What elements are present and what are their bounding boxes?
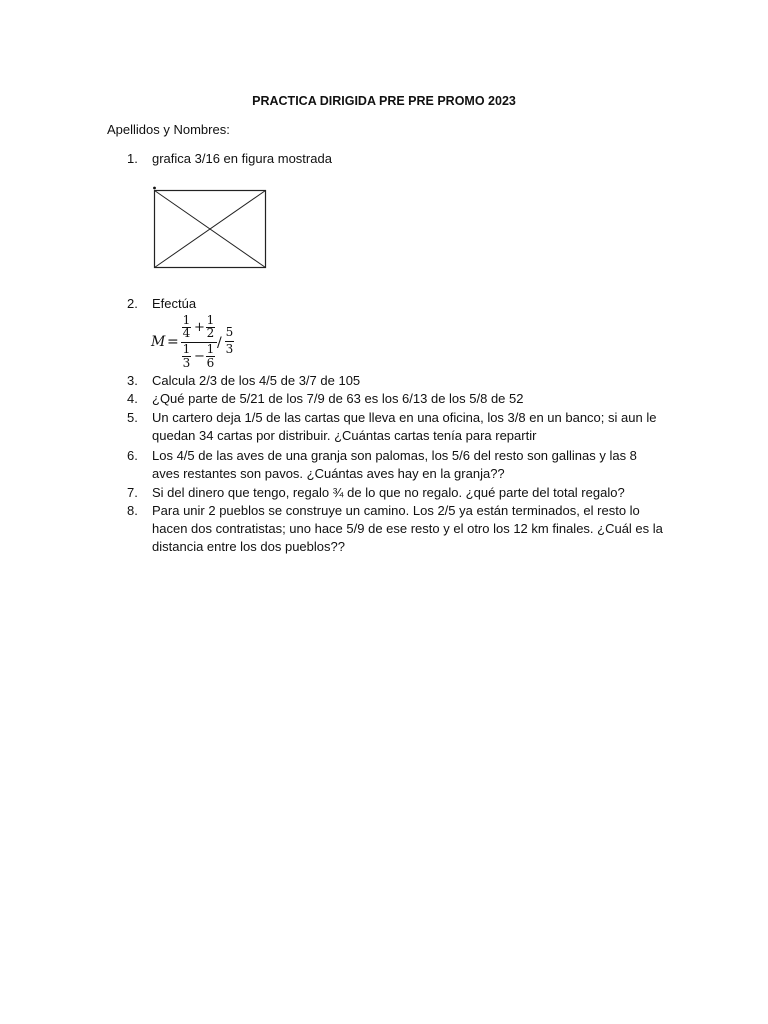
question-text: ¿Qué parte de 5/21 de los 7/9 de 63 es los 6/13 de los 5/8 de 52 [152, 391, 524, 406]
question-text: Efectúa [152, 296, 197, 311]
question-number: 7. [127, 485, 138, 500]
minus-sign: − [194, 349, 205, 364]
question-number: 6. [127, 448, 138, 463]
numerator-1-num: 1 [182, 313, 191, 327]
numerator-2-num: 1 [206, 313, 215, 327]
question-number: 8. [127, 503, 138, 518]
right-fraction-num: 5 [225, 325, 234, 339]
right-fraction-den: 3 [225, 342, 234, 356]
question-text: Calcula 2/3 de los 4/5 de 3/7 de 105 [152, 373, 361, 388]
page-title: PRACTICA DIRIGIDA PRE PRE PROMO 2023 [252, 94, 516, 108]
denominator-2-den: 6 [206, 356, 215, 370]
question-text: Si del dinero que tengo, regalo ¾ de lo que no regalo. ¿qué parte del total regalo? [152, 485, 625, 500]
question-number: 1. [127, 151, 138, 166]
numerator-1-den: 4 [182, 326, 191, 340]
question-number: 4. [127, 391, 138, 406]
question-number: 2. [127, 296, 138, 311]
question-text: grafica 3/16 en figura mostrada [152, 151, 332, 166]
denominator-1-num: 1 [182, 342, 191, 356]
question-text: Para unir 2 pueblos se construye un camino. Los 2/5 ya están terminados, el resto lo hacen dos contratistas; uno hace 5/9 de ese resto y el otro los 12 km finales. ¿Cuál es la distancia entre los dos pueblos?? [152, 503, 663, 554]
denominator-1-den: 3 [182, 356, 191, 370]
corner-dot [153, 187, 156, 190]
numerator-2-den: 2 [206, 326, 215, 340]
question-number: 3. [127, 373, 138, 388]
question-text: Un cartero deja 1/5 de las cartas que lleva en una oficina, los 3/8 en un banco; si aun le quedan 34 cartas por distribuir. ¿Cuántas cartas tenía para repartir [152, 410, 657, 443]
names-label: Apellidos y Nombres: [107, 122, 230, 137]
division-slash: / [217, 335, 222, 351]
denominator-2-num: 1 [206, 342, 215, 356]
plus-sign: + [194, 320, 205, 335]
formula-variable: M [151, 334, 166, 350]
question-text: Los 4/5 de las aves de una granja son palomas, los 5/6 del resto son gallinas y las 8 aves restantes son pavos. ¿Cuántas aves hay en la granja?? [152, 448, 637, 481]
rectangle-diagonals-figure [150, 185, 270, 271]
question-number: 5. [127, 410, 138, 425]
formula-equals: = [167, 334, 179, 350]
